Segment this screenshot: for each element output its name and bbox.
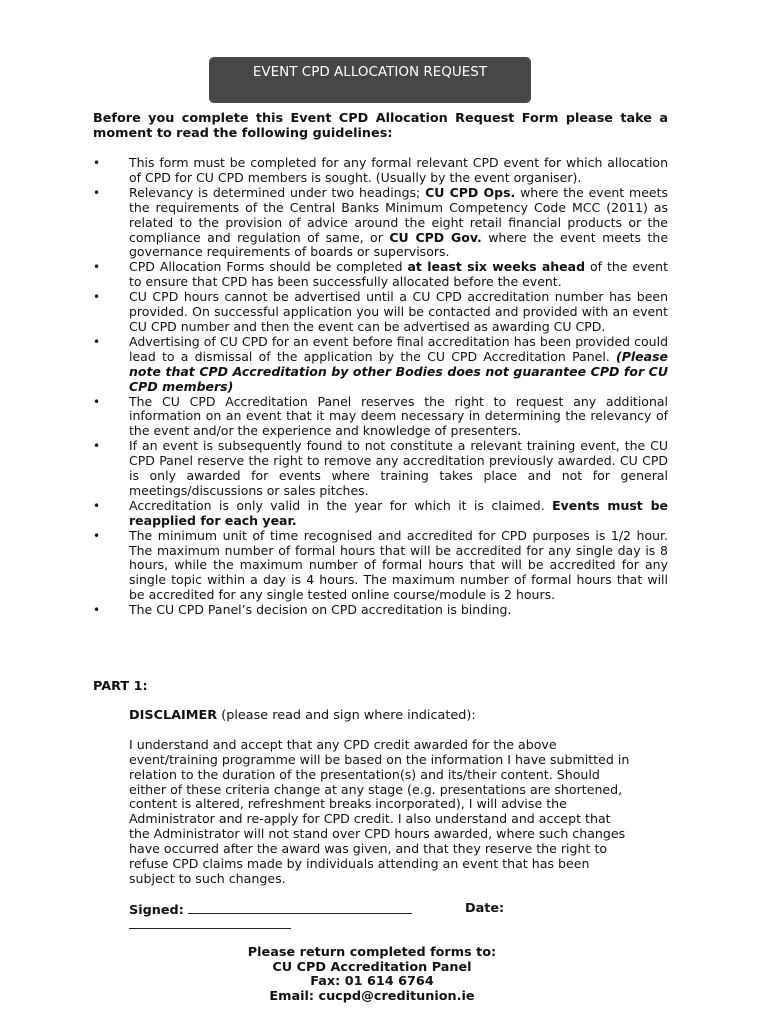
guideline-text: CPD Allocation Forms should be completed [129, 259, 408, 275]
disclaimer-line: the Administrator will not stand over CPD hours awarded, where such changes [129, 826, 626, 842]
return-email[interactable]: Email: cucpd@creditunion.ie [269, 988, 475, 1004]
guideline-item [93, 529, 668, 604]
guideline-text: where the event meets the requirements of the Central Banks Minimum Competency Code MCC (2011) as related to the provision of advice around the eight retail financial products or the compliance and regulation of same, or [129, 184, 668, 245]
return-line-1: Please return completed forms to: [247, 945, 497, 960]
bullet-icon: • [93, 334, 101, 349]
guideline-item [93, 439, 668, 499]
bullet-icon: • [93, 260, 101, 275]
signature-row [129, 901, 669, 918]
guideline-text: Relevancy is determined under two headings; [129, 184, 426, 200]
guideline-text: The CU CPD Panel’s decision on CPD accreditation is binding. [129, 602, 512, 618]
part1-heading: PART 1: [93, 679, 148, 694]
guideline-item [93, 395, 668, 440]
guideline-item [93, 156, 668, 186]
disclaimer-line: refuse CPD claims made by individuals attending an event that has been [129, 855, 590, 871]
guideline-text: The minimum unit of time recognised and accredited for CPD purposes is 1/2 hour. The maximum number of formal hours that will be accredited for any single day is 8 hours, while the maximum number of formal hours that will be accredited for any single topic within a day is 4 hours. The maximum number of formal hours that will be accredited for any single tested online course/module is 2 hours. [129, 527, 668, 603]
signature-line[interactable] [188, 901, 412, 914]
disclaimer-line: subject to such changes. [129, 870, 286, 886]
return-line-2: CU CPD Accreditation Panel [272, 959, 472, 975]
guideline-item [93, 603, 668, 618]
bullet-icon: • [93, 603, 101, 618]
guideline-item [93, 335, 668, 395]
guideline-item [93, 260, 668, 290]
guideline-text: where the event meets the governance requirements of boards or supervisors. [129, 229, 669, 260]
date-line[interactable] [129, 928, 291, 929]
guideline-text: (Please note that CPD Accreditation by other Bodies does not guarantee CPD for CU CPD members) [129, 348, 668, 394]
bullet-icon: • [93, 185, 101, 200]
date-label: Date: [465, 901, 505, 916]
disclaimer-label: DISCLAIMER [129, 708, 218, 723]
bullet-icon: • [93, 290, 101, 305]
guideline-item [93, 499, 668, 529]
guideline-item [93, 290, 668, 335]
bullet-icon: • [93, 156, 101, 170]
disclaimer-line: relation to the duration of the presentation(s) and its/their content. Should [129, 766, 600, 782]
form-title: EVENT CPD ALLOCATION REQUEST [252, 64, 488, 80]
guideline-text: This form must be completed for any formal relevant CPD event for which allocation of CPD for CU CPD members is sought. (Usually by the event organiser). [129, 155, 668, 185]
intro-text: Before you complete this Event CPD Allocation Request Form please take a moment to read the following guidelines: [93, 111, 668, 141]
disclaimer-text [129, 738, 669, 886]
guidelines-list [93, 156, 668, 618]
guideline-text: Advertising of CU CPD for an event before final accreditation has been provided could lead to a dismissal of the application by the CU CPD Accreditation Panel. [129, 333, 668, 364]
guideline-text: Events must be reapplied for each year. [129, 497, 668, 528]
disclaimer-heading [129, 708, 476, 723]
guideline-text: of the event to ensure that CPD has been successfully allocated before the event. [129, 259, 669, 290]
guideline-item [93, 186, 668, 261]
guideline-text: CU CPD hours cannot be advertised until a CU CPD accreditation number has been provided. On successful application you will be contacted and provided with an event CU CPD number and then the event can be advertised as awarding CU CPD. [129, 289, 668, 334]
disclaimer-line: I understand and accept that any CPD credit awarded for the above [129, 737, 557, 752]
return-instructions [200, 946, 544, 1004]
disclaimer-line: either of these criteria change at any stage (e.g. presentations are shortened, [129, 781, 623, 797]
guideline-text: CU CPD Ops. [425, 184, 516, 200]
guideline-text: CU CPD Gov. [389, 229, 482, 245]
signed-label: Signed: [129, 903, 184, 918]
disclaimer-line: Administrator and re-apply for CPD credit. I also understand and accept that [129, 811, 611, 827]
bullet-icon: • [93, 498, 101, 513]
guideline-text: Accreditation is only valid in the year for which it is claimed. [129, 497, 553, 513]
bullet-icon: • [93, 439, 101, 454]
bullet-icon: • [93, 394, 101, 409]
disclaimer-note: (please read and sign where indicated): [217, 708, 476, 723]
guideline-text: If an event is subsequently found to not constitute a relevant training event, the CU CPD Panel reserve the right to remove any accreditation previously awarded. CU CPD is only awarded for events where training takes place and not for general meetings/discussions or sales pitches. [129, 438, 668, 498]
disclaimer-line: event/training programme will be based on the information I have submitted in [129, 751, 630, 767]
disclaimer-line: have occurred after the award was given, and that they reserve the right to [129, 840, 608, 856]
form-title-banner [209, 57, 531, 103]
disclaimer-line: content is altered, refreshment breaks incorporated), I will advise the [129, 796, 567, 812]
guideline-text: at least six weeks ahead [407, 259, 586, 275]
return-fax: Fax: 01 614 6764 [310, 974, 434, 990]
guideline-text: The CU CPD Accreditation Panel reserves the right to request any additional information on an event that it may deem necessary in determining the relevancy of the event and/or the experience and knowledge of presenters. [129, 393, 668, 439]
bullet-icon: • [93, 528, 101, 543]
